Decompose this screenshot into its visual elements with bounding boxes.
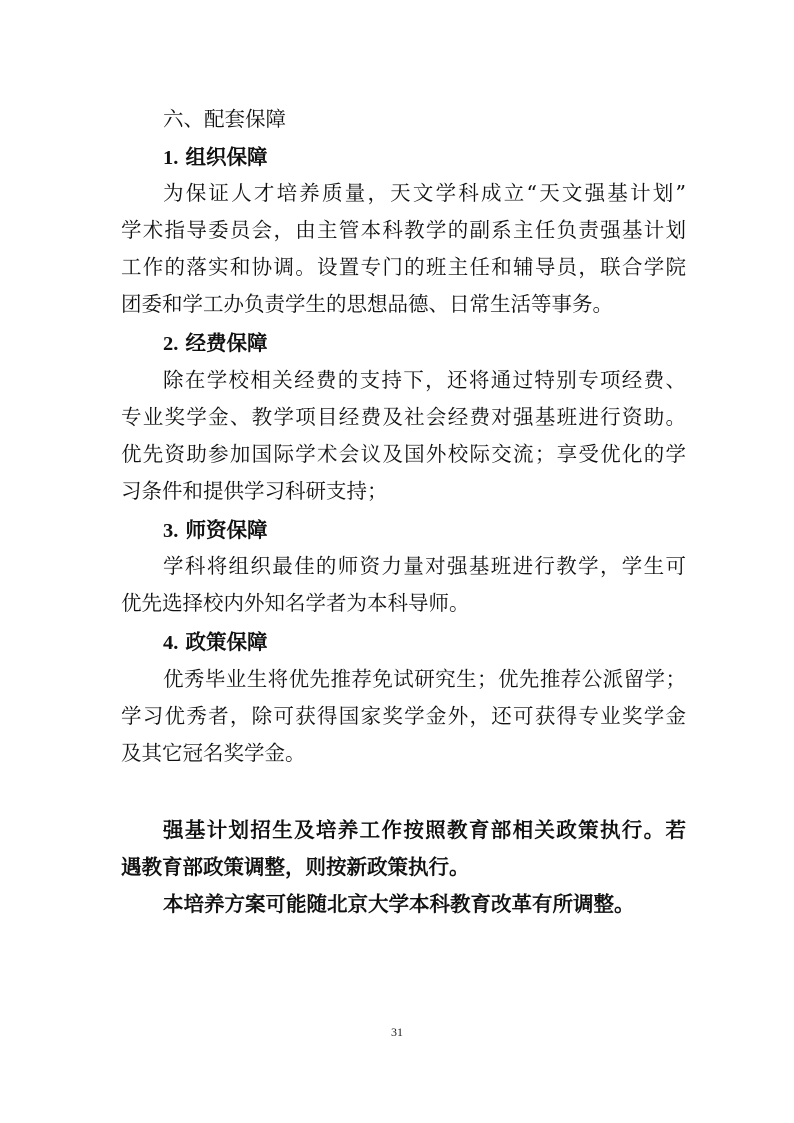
subsection-title: 经费保障 — [185, 331, 268, 355]
paragraph-line: 学科将组织最佳的师资力量对强基班进行教学，学生可 — [163, 554, 686, 578]
subsection-heading-faculty — [163, 512, 268, 548]
paragraph-line: 优先资助参加国际学术会议及国外校际交流；享受优化的学 — [121, 442, 686, 466]
paragraph-line: 除在学校相关经费的支持下，还将通过特别专项经费、 — [163, 368, 686, 392]
subsection-title: 师资保障 — [185, 518, 268, 542]
paragraph-line: 优先选择校内外知名学者为本科导师。 — [121, 591, 470, 615]
subsection-heading-policy — [163, 624, 268, 660]
paragraph-line: 学习优秀者，除可获得国家奖学金外，还可获得专业奖学金 — [121, 704, 686, 728]
note-line: 强基计划招生及培养工作按照教育部相关政策执行。若 — [163, 818, 686, 842]
paragraph-line: 为保证人才培养质量，天文学科成立“天文强基计划” — [163, 181, 686, 205]
subsection-number: 3. — [163, 520, 179, 542]
page-number: 31 — [391, 1025, 403, 1039]
paragraph-line: 专业奖学金、教学项目经费及社会经费对强基班进行资助。 — [121, 405, 686, 429]
subsection-heading-organization — [163, 139, 268, 175]
note-line: 本培养方案可能随北京大学本科教育改革有所调整。 — [163, 892, 635, 916]
subsection-heading-funding — [163, 325, 268, 361]
paragraph-line: 学术指导委员会，由主管本科教学的副系主任负责强基计划 — [121, 218, 686, 242]
paragraph-line: 工作的落实和协调。设置专门的班主任和辅导员，联合学院 — [121, 255, 686, 279]
paragraph-line: 优秀毕业生将优先推荐免试研究生；优先推荐公派留学； — [163, 667, 686, 691]
note-line: 遇教育部政策调整，则按新政策执行。 — [121, 855, 470, 879]
subsection-number: 1. — [163, 147, 179, 169]
paragraph-line: 及其它冠名奖学金。 — [121, 741, 306, 765]
subsection-number: 4. — [163, 632, 179, 654]
section-title: 六、配套保障 — [163, 107, 286, 131]
subsection-title: 政策保障 — [185, 630, 268, 654]
subsection-title: 组织保障 — [185, 145, 268, 169]
paragraph-line: 团委和学工办负责学生的思想品德、日常生活等事务。 — [121, 292, 613, 316]
subsection-number: 2. — [163, 333, 179, 355]
paragraph-line: 习条件和提供学习科研支持； — [121, 479, 388, 503]
